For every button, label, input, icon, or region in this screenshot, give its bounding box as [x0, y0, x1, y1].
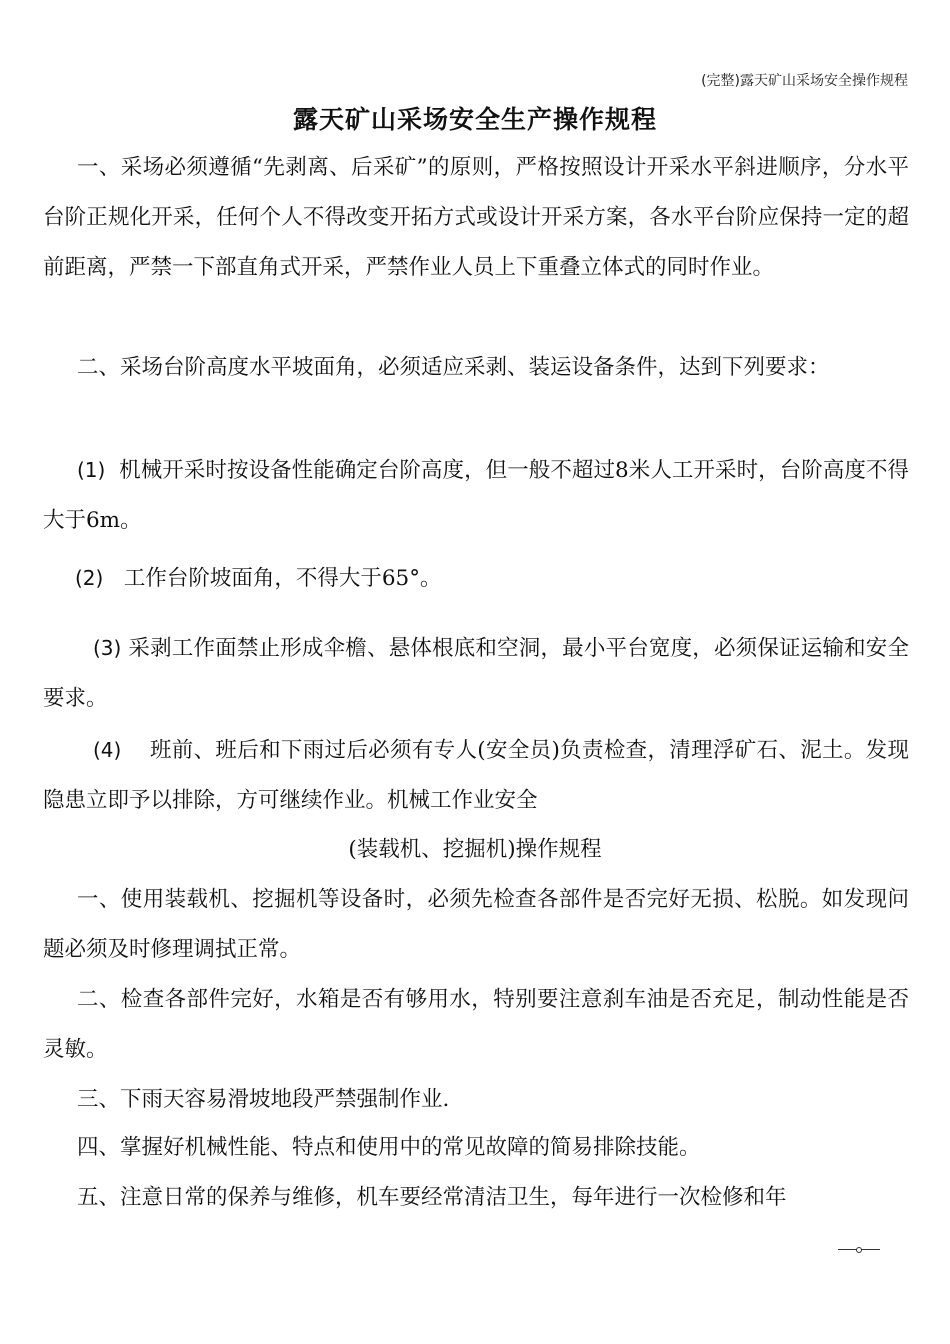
paragraph-machine-4-text: 四、掌握好机械性能、特点和使用中的常见故障的简易排除技能。	[77, 1135, 701, 1160]
paragraph-machine-5-text: 五、注意日常的保养与维修，机车要经常清洁卫生，每年进行一次检修和年	[77, 1185, 787, 1210]
footer-dot-icon	[856, 1247, 862, 1253]
list-item-4	[43, 725, 909, 826]
paragraph-machine-3	[43, 1075, 909, 1125]
paragraph-machine-1-text: 一、使用装载机、挖掘机等设备时，必须先检查各部件是否完好无损、松脱。如发现问题必须及时修理调拭正常。	[43, 887, 909, 962]
paragraph-2-text: 二、采场台阶高度水平坡面角，必须适应采剥、装运设备条件，达到下列要求：	[77, 355, 830, 380]
paragraph-2	[43, 343, 909, 393]
paragraph-machine-3-text: 三、下雨天容易滑坡地段严禁强制作业.	[77, 1087, 450, 1112]
paragraph-machine-2	[43, 975, 909, 1075]
paragraph-1-text: 一、采场必须遵循“先剥离、后采矿”的原则，严格按照设计开采水平斜进顺序，分水平台阶正规化开采，任何个人不得改变开拓方式或设计开采方案，各水平台阶应保持一定的超前距离，严禁一下部直角式开采，严禁作业人员上下重叠立体式的同时作业。	[43, 155, 909, 280]
paragraph-machine-1	[43, 875, 909, 975]
section-subtitle: (装载机、挖掘机)操作规程	[348, 837, 602, 862]
page-footer-mark	[838, 1242, 880, 1256]
paragraph-machine-4	[43, 1123, 909, 1173]
list-item-4-text: 班前、班后和下雨过后必须有专人(安全员)负责检查，清理浮矿石、泥土。发现隐患立即予以排除，方可继续作业。机械工作业安全	[43, 738, 909, 813]
list-item-1-text: 机械开采时按设备性能确定台阶高度，但一般不超过8米人工开采时，台阶高度不得大于6m。	[43, 458, 909, 533]
list-item-3-number: (3)	[93, 636, 122, 660]
paragraph-machine-2-text: 二、检查各部件完好，水箱是否有够用水，特别要注意刹车油是否充足，制动性能是否灵敏。	[43, 987, 909, 1062]
list-item-3	[43, 623, 909, 724]
list-item-2-text: 工作台阶坡面角，不得大于65°。	[123, 566, 442, 591]
document-title: 露天矿山采场安全生产操作规程	[292, 105, 657, 134]
running-header: (完整)露天矿山采场安全操作规程	[701, 73, 908, 89]
list-item-2	[43, 553, 909, 604]
paragraph-1	[43, 143, 909, 293]
list-item-4-number: (4)	[93, 738, 122, 762]
list-item-2-number: (2)	[75, 566, 104, 590]
list-item-1	[43, 445, 909, 546]
paragraph-machine-5	[43, 1173, 909, 1223]
list-item-1-number: (1)	[77, 458, 106, 482]
list-item-3-text: 采剥工作面禁止形成伞檐、悬体根底和空洞，最小平台宽度，必须保证运输和安全要求。	[43, 636, 909, 711]
